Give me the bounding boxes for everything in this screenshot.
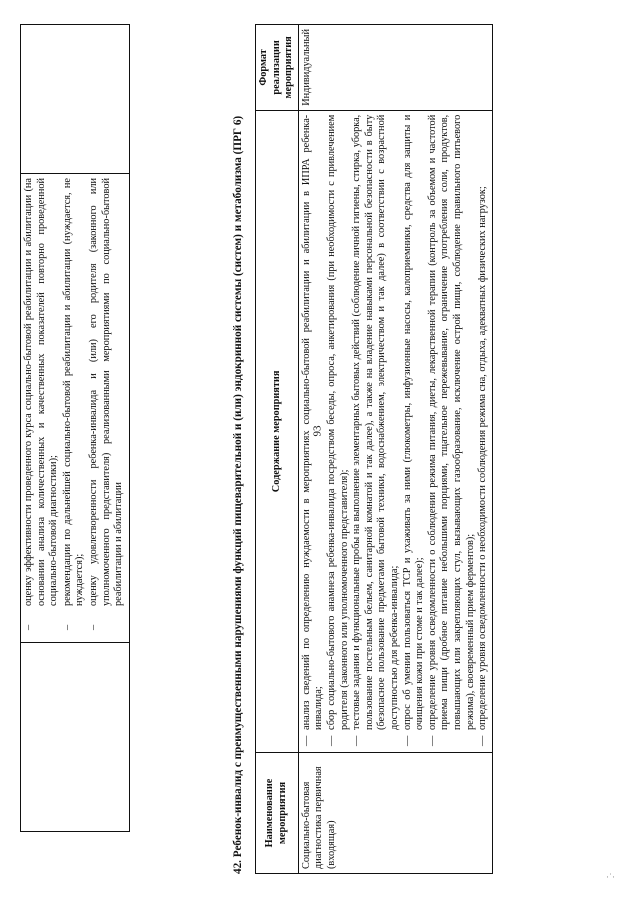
measure-content bbox=[298, 110, 492, 752]
list-item: — определение уровня осведомленности о необходимости соблюдения режима сна, отдыха, адекватных физических нагрузок; bbox=[477, 115, 490, 748]
empty-cell bbox=[21, 643, 130, 832]
scan-speck: ·˙· bbox=[606, 872, 615, 882]
measure-name: Социально-бытовая диагностика первичная (входящая) bbox=[298, 753, 492, 874]
list-item: – оценку эффективности проведенного курса социально-бытовой реабилитации и абилитации (на основании анализа количественных и качественных показателей повторно проведенной социально-бытовой диагностики); bbox=[23, 178, 61, 638]
section-heading: 42. Ребенок-инвалид с преимущественными нарушениями функций пищеварительной и (или) эндокринной системы (систем) и метаболизма (ПРГ 6) bbox=[232, 115, 244, 874]
list-item: – оценку удовлетворенности ребенка-инвалида и (или) его родителя (законного или уполномоченного представителя) реализованными мероприятиями по социально-бытовой реабилитации и абилитации bbox=[88, 178, 126, 638]
measure-format: Индивидуальный bbox=[298, 25, 492, 111]
table-row bbox=[21, 25, 130, 832]
continued-table bbox=[20, 24, 130, 832]
measures-table bbox=[255, 24, 493, 874]
list-item: – рекомендации по дальнейшей социально-бытовой реабилитации и абилитации (нуждается, не нуждается); bbox=[62, 178, 87, 638]
content-list bbox=[301, 115, 490, 748]
list-item: — сбор социально-бытового анамнеза ребенка-инвалида посредством беседы, опроса, анкетирования (при необходимости с привлечением родителя (законного или уполномоченного представителя); bbox=[326, 115, 351, 748]
list-item: — анализ сведений по определению нуждаемости в мероприятиях социально-бытовой реабилитации и абилитации в ИПРА ребенка-инвалида; bbox=[301, 115, 326, 748]
list-item: — опрос об умении пользоваться ТСР и ухаживать за ними (глюкометры, инфузионные насосы, калоприемники, средства для защиты и очищения кожи при стоме и так далее); bbox=[402, 115, 427, 748]
empty-cell bbox=[21, 25, 130, 174]
page-number: 93 bbox=[311, 425, 324, 437]
list-item: — определение уровня осведомленности о соблюдении режима питания, диеты, лекарственной терапии (контроль за объемом и частотой приема пищи (дробное питание небольшими порциями, тщательное пережевывание, ограничение употребления соли, продуктов, повышающих или закрепляющих стул, вызывающих газообразование, исключение острой пищи, соблюдение правильного питьевого режима), своевременный прием ферментов); bbox=[427, 115, 477, 748]
results-cell bbox=[21, 174, 130, 643]
table-header-row bbox=[256, 25, 299, 874]
table-row bbox=[298, 25, 492, 874]
list-item: — тестовые задания и функциональные пробы на выполнение элементарных бытовых действий (соблюдение личной гигиены, стирка, уборка, пользование постельным бельем, санитарной комнатой и так далее), а также на владение навыками персональной безопасности в быту (безопасное пользование предметами бытовой техники, водоснабжением, электричеством и так далее) в соответствии с возрастной доступностью для ребенка-инвалида; bbox=[351, 115, 401, 748]
header-format: Формат реализации мероприятия bbox=[256, 25, 299, 111]
header-content: Содержание мероприятия bbox=[256, 110, 299, 752]
results-list bbox=[23, 178, 126, 638]
header-name: Наименование мероприятия bbox=[256, 753, 299, 874]
rotated-page-content bbox=[20, 24, 620, 874]
